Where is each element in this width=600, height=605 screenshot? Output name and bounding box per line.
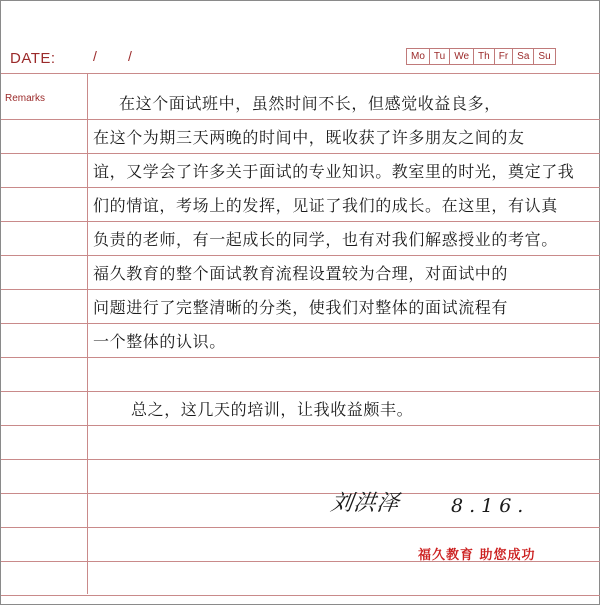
ruled-line <box>1 527 600 528</box>
date-separator: / <box>93 48 97 64</box>
weekday-box: Tu <box>430 49 450 64</box>
ruled-line <box>1 425 600 426</box>
weekday-box: We <box>450 49 474 64</box>
letter-line: 在这个为期三天两晚的时间中，既收获了许多朋友之间的友 <box>93 128 525 147</box>
letter-line: 们的情谊，考场上的发挥，见证了我们的成长。在这里，有认真 <box>93 196 558 215</box>
ruled-line <box>1 221 600 222</box>
ruled-line <box>1 153 600 154</box>
weekday-boxes <box>406 48 556 65</box>
ruled-line <box>1 357 600 358</box>
letter-line: 总之，这几天的培训，让我收益颇丰。 <box>131 400 414 419</box>
ruled-line <box>1 595 600 596</box>
ruled-line <box>1 289 600 290</box>
letter-line: 负责的老师，有一起成长的同学，也有对我们解惑授业的考官。 <box>93 230 558 249</box>
ruled-line <box>1 255 600 256</box>
letter-line: 一个整体的认识。 <box>93 332 226 351</box>
header-rule <box>1 73 600 74</box>
ruled-line <box>1 187 600 188</box>
letter-line: 谊，又学会了许多关于面试的专业知识。教室里的时光，奠定了我 <box>93 162 575 181</box>
letter-line: 问题进行了完整清晰的分类，使我们对整体的面试流程有 <box>93 298 509 317</box>
signature-date: 8.16. <box>451 495 530 517</box>
ruled-line <box>1 323 600 324</box>
weekday-box: Sa <box>513 49 534 64</box>
remarks-label: Remarks <box>5 93 46 104</box>
brand-slogan: 福久教育 助您成功 <box>418 548 536 563</box>
letter-line: 福久教育的整个面试教育流程设置较为合理，对面试中的 <box>93 264 509 283</box>
ruled-line <box>1 391 600 392</box>
ruled-line <box>1 119 600 120</box>
letter-line: 在这个面试班中，虽然时间不长，但感觉收益良多， <box>119 94 501 113</box>
date-label: DATE: <box>10 50 56 67</box>
ruled-line <box>1 493 600 494</box>
weekday-box: Mo <box>407 49 430 64</box>
weekday-box: Fr <box>495 49 513 64</box>
signature: 刘洪泽 <box>328 491 402 516</box>
date-separator: / <box>128 48 132 64</box>
weekday-box: Th <box>474 49 495 64</box>
margin-rule <box>87 74 88 594</box>
ruled-line <box>1 459 600 460</box>
weekday-box: Su <box>538 51 551 62</box>
